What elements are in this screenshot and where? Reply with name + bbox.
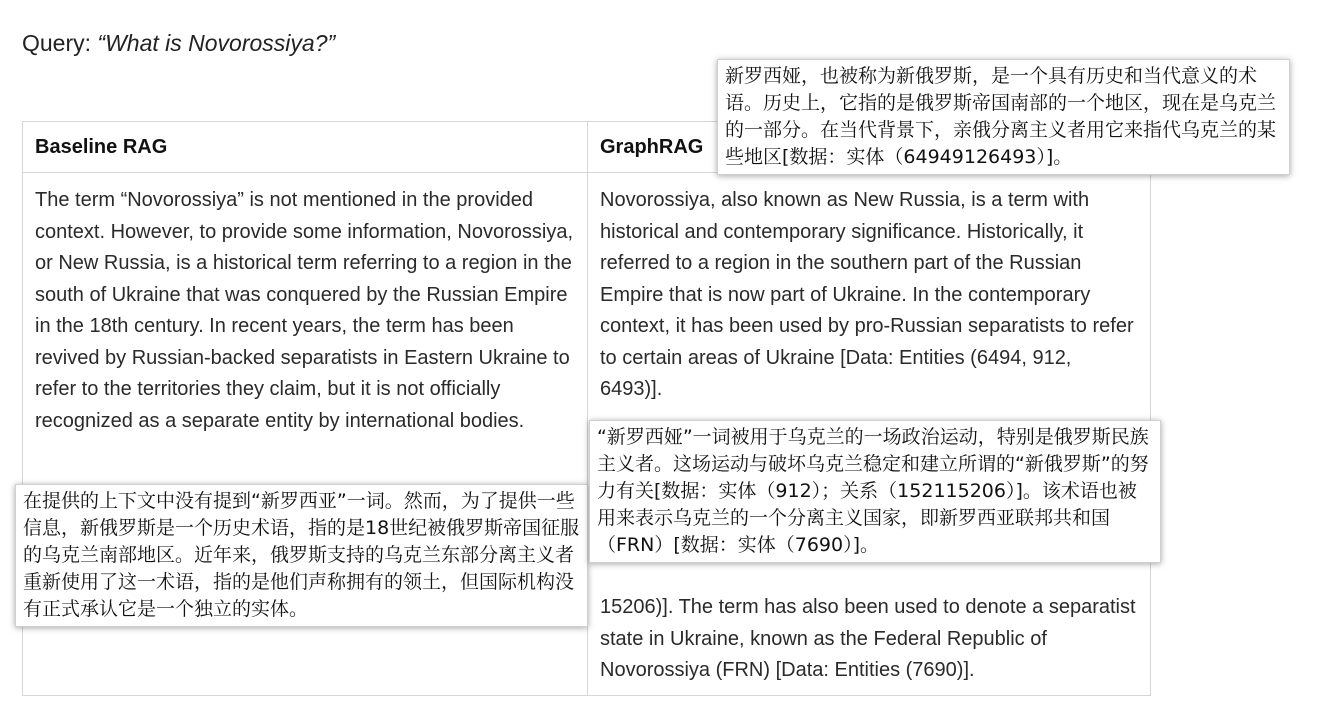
query-label: Query:	[22, 30, 98, 56]
translation-popup-graphrag-first: 新罗西娅，也被称为新俄罗斯，是一个具有历史和当代意义的术语。历史上，它指的是俄罗斯帝国南部的一个地区，现在是乌克兰的一部分。在当代背景下，亲俄分离主义者用它来指代乌克兰的某些地区[数据：实体（64949126493）]。	[717, 59, 1290, 175]
query-text: “What is Novorossiya?”	[97, 30, 336, 56]
translation-popup-graphrag-second: “新罗西娅”一词被用于乌克兰的一场政治运动，特别是俄罗斯民族主义者。这场运动与破坏乌克兰稳定和建立所谓的“新俄罗斯”的努力有关[数据：实体（912）；关系（152115206）]。该术语也被用来表示乌克兰的一个分离主义国家，即新罗西亚联邦共和国（FRN）[数据：实体（7690）]。	[589, 420, 1161, 563]
translation-popup-baseline: 在提供的上下文中没有提到“新罗西亚”一词。然而，为了提供一些信息，新俄罗斯是一个历史术语，指的是18世纪被俄罗斯帝国征服的乌克兰南部地区。近年来，俄罗斯支持的乌克兰东部分离主义者重新使用了这一术语，指的是他们声称拥有的领土，但国际机构没有正式承认它是一个独立的实体。	[15, 484, 588, 627]
header-graphrag: GraphRAG	[588, 122, 1151, 173]
graphrag-answer: Novorossiya, also known as New Russia, is a term with historical and contemporary significance. Historically, it referred to a region in the southern part of the Russian Empire that is now part of Ukraine. In the contemporary context, it has been used by pro-Russian separatists to refer to certain areas of Ukraine [Data: Entities (6494, 912, 6493)].	[588, 173, 1151, 696]
graphrag-answer-continued: 15206)]. The term has also been used to denote a separatist state in Ukraine, known as the Federal Republic of Novorossiya (FRN) [Data: Entities (7690)].	[600, 596, 1136, 681]
query-line	[22, 30, 335, 57]
baseline-answer: The term “Novorossiya” is not mentioned in the provided context. However, to provide some information, Novorossiya, or New Russia, is a historical term referring to a region in the south of Ukraine that was conquered by the Russian Empire in the 18th century. In recent years, the term has been revived by Russian-backed separatists in Eastern Ukraine to refer to the territories they claim, but it is not officially recognized as a separate entity by international bodies.	[23, 173, 588, 696]
header-baseline-rag: Baseline RAG	[23, 122, 588, 173]
